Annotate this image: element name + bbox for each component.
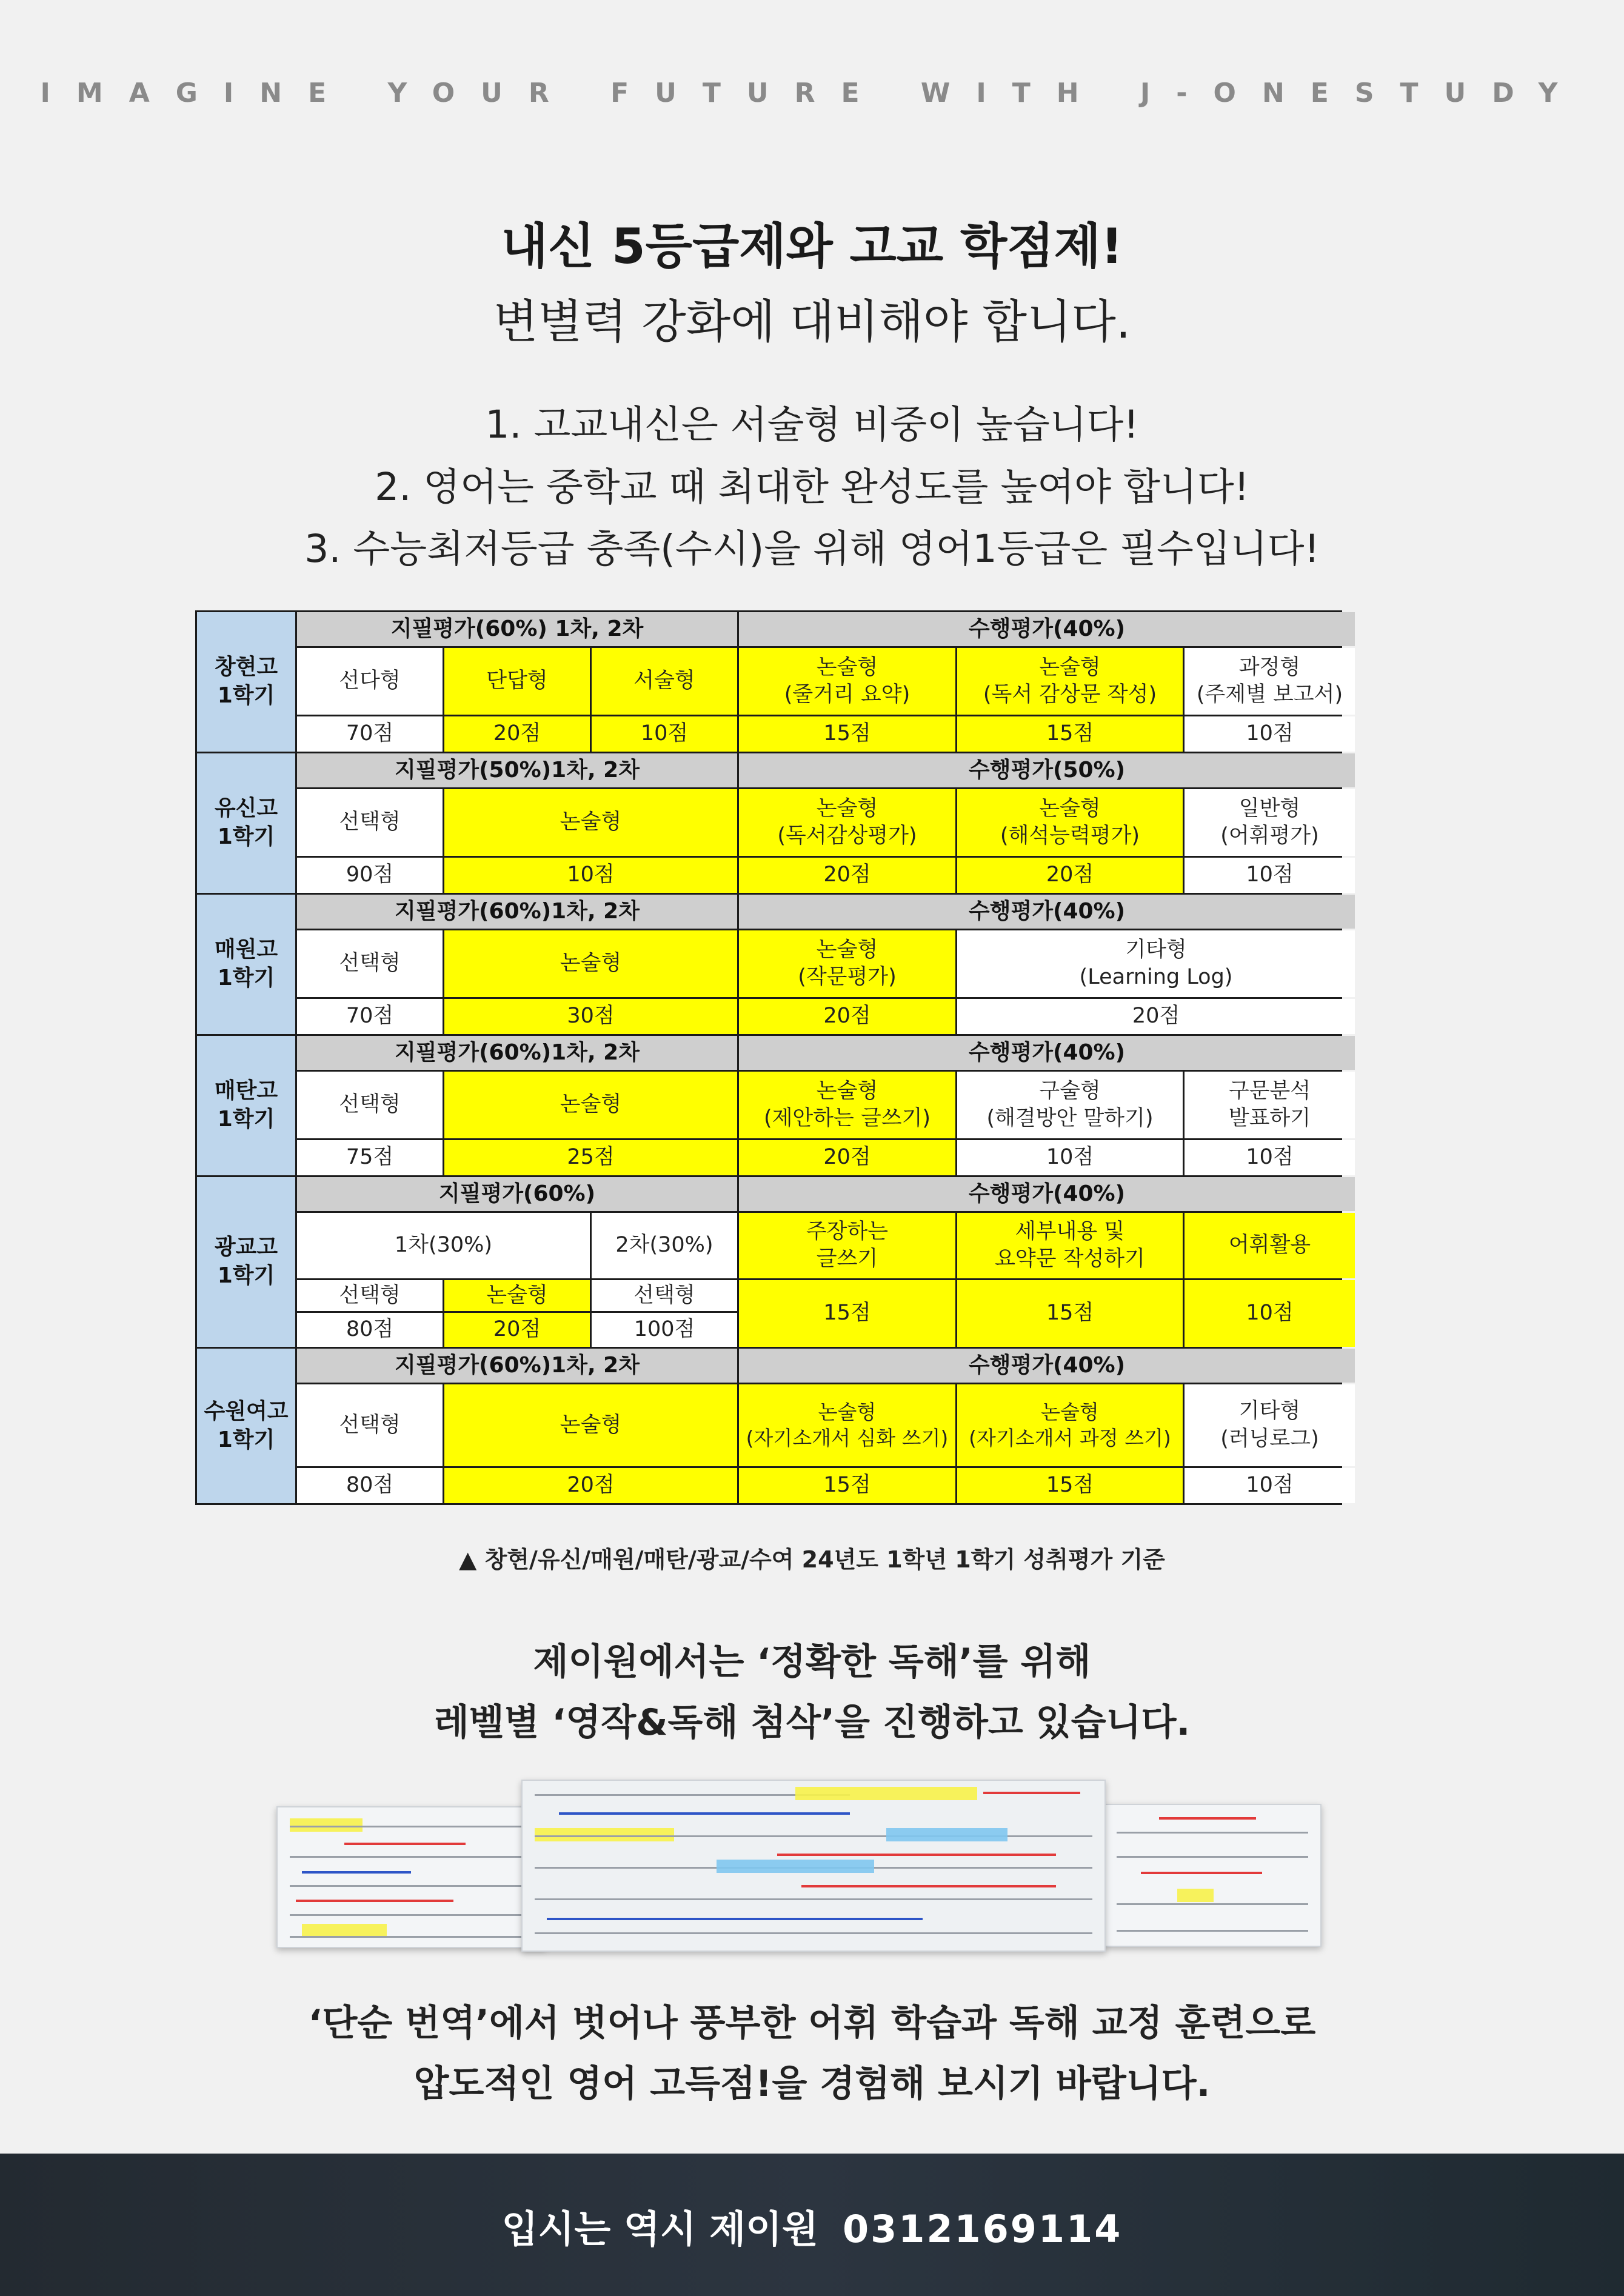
point-3: 3. 수능최저등급 충족(수시)을 위해 영어1등급은 필수입니다! [304, 527, 1320, 571]
performance-header: 수행평가(50%) [739, 753, 1355, 787]
footer-slogan: 입시는 역시 제이원 [501, 2207, 818, 2251]
score-cell: 20점 [739, 999, 955, 1034]
performance-header: 수행평가(40%) [739, 1177, 1355, 1211]
written-header: 지필평가(50%)1차, 2차 [297, 753, 737, 787]
table-caption: ▲ 창현/유신/매원/매탄/광교/수여 24년도 1학년 1학기 성취평가 기준 [459, 1546, 1165, 1573]
type-cell: 선택형 [297, 1072, 443, 1138]
second-exam-cell: 2차(30%) [592, 1213, 737, 1278]
type-cell: 선다형 [297, 648, 443, 715]
point-1: 1. 고교내신은 서술형 비중이 높습니다! [485, 402, 1139, 447]
score-cell: 90점 [297, 858, 443, 893]
correction-photos [276, 1780, 1319, 1949]
type-cell: 세부내용 및 요약문 작성하기 [957, 1213, 1183, 1278]
score-cell: 15점 [739, 716, 955, 752]
performance-header: 수행평가(40%) [739, 612, 1355, 646]
school-name: 매원고 1학기 [197, 895, 295, 1034]
type-cell: 논술형 (제안하는 글쓰기) [739, 1072, 955, 1138]
type-cell: 논술형 (줄거리 요약) [739, 648, 955, 715]
score-cell: 30점 [444, 999, 737, 1034]
bottom-line-2: 압도적인 영어 고득점!을 경험해 보시기 바랍니다. [413, 2063, 1211, 2105]
score-cell: 10점 [444, 858, 737, 893]
type-cell: 구술형 (해결방안 말하기) [957, 1072, 1183, 1138]
table-changhyun [195, 610, 1342, 753]
type-cell: 과정형 (주제별 보고서) [1185, 648, 1355, 715]
score-cell: 15점 [957, 1468, 1183, 1503]
type-cell: 어휘활용 [1185, 1213, 1355, 1278]
score-cell: 70점 [297, 999, 443, 1034]
school-name: 창현고 1학기 [197, 612, 295, 752]
written-header: 지필평가(60%)1차, 2차 [297, 1036, 737, 1070]
table-suwon-girls [195, 1349, 1342, 1505]
score-cell: 15점 [739, 1280, 955, 1347]
table-gwanggyo [195, 1177, 1342, 1349]
score-cell: 10점 [592, 716, 737, 752]
score-cell: 10점 [1185, 1280, 1355, 1347]
performance-header: 수행평가(40%) [739, 1349, 1355, 1383]
score-cell: 70점 [297, 716, 443, 752]
school-name: 광교고 1학기 [197, 1177, 295, 1347]
performance-header: 수행평가(40%) [739, 1036, 1355, 1070]
written-header: 지필평가(60%) 1차, 2차 [297, 612, 737, 646]
score-cell: 20점 [739, 1140, 955, 1175]
type-cell: 논술형 (해석능력평가) [957, 789, 1183, 856]
score-cell: 10점 [1185, 1140, 1355, 1175]
score-cell: 80점 [297, 1313, 443, 1347]
type-cell: 서술형 [592, 648, 737, 715]
score-cell: 20점 [957, 858, 1183, 893]
tagline: IMAGINE YOUR FUTURE WITH J-ONESTUDY [40, 78, 1584, 108]
photo-right [1103, 1804, 1322, 1947]
score-cell: 10점 [1185, 1468, 1355, 1503]
score-cell: 20점 [739, 858, 955, 893]
type-cell: 단답형 [444, 648, 590, 715]
grading-tables [195, 610, 1342, 1505]
type-cell: 논술형 [444, 1384, 737, 1466]
written-header: 지필평가(60%)1차, 2차 [297, 1349, 737, 1383]
score-cell: 20점 [444, 1468, 737, 1503]
type-cell: 구문분석 발표하기 [1185, 1072, 1355, 1138]
score-cell: 15점 [739, 1468, 955, 1503]
photo-left [276, 1806, 546, 1948]
score-cell: 15점 [957, 1280, 1183, 1347]
section-line-1: 제이원에서는 ‘정확한 독해’를 위해 [533, 1641, 1091, 1683]
score-cell: 75점 [297, 1140, 443, 1175]
section-line-2: 레벨별 ‘영작&독해 첨삭’을 진행하고 있습니다. [433, 1701, 1191, 1744]
score-cell: 10점 [957, 1140, 1183, 1175]
table-maewon [195, 895, 1342, 1036]
point-2: 2. 영어는 중학교 때 최대한 완성도를 높여야 합니다! [375, 465, 1249, 509]
score-cell: 20점 [444, 716, 590, 752]
type-cell: 선택형 [297, 1384, 443, 1466]
score-cell: 10점 [1185, 716, 1355, 752]
score-cell: 10점 [1185, 858, 1355, 893]
performance-header: 수행평가(40%) [739, 895, 1355, 929]
score-cell: 100점 [592, 1313, 737, 1347]
type-cell: 기타형 (러닝로그) [1185, 1384, 1355, 1466]
score-cell: 20점 [957, 999, 1355, 1034]
type-cell: 논술형 [444, 1280, 590, 1311]
type-cell: 선택형 [297, 789, 443, 856]
footer-contact [0, 2199, 1624, 2253]
type-cell: 논술형 (자기소개서 과정 쓰기) [957, 1384, 1183, 1466]
type-cell: 선택형 [297, 930, 443, 997]
type-cell: 논술형 (자기소개서 심화 쓰기) [739, 1384, 955, 1466]
type-cell: 선택형 [297, 1280, 443, 1311]
type-cell: 논술형 [444, 789, 737, 856]
written-header: 지필평가(60%) [297, 1177, 737, 1211]
type-cell: 기타형 (Learning Log) [957, 930, 1355, 997]
type-cell: 논술형 (독서감상평가) [739, 789, 955, 856]
subheadline: 변별력 강화에 대비해야 합니다. [493, 295, 1131, 349]
score-cell: 80점 [297, 1468, 443, 1503]
type-cell: 일반형 (어휘평가) [1185, 789, 1355, 856]
bottom-line-1: ‘단순 번역’에서 벗어나 풍부한 어휘 학습과 독해 교정 훈련으로 [308, 2002, 1316, 2044]
type-cell: 논술형 (독서 감상문 작성) [957, 648, 1183, 715]
footer-phone[interactable]: 0312169114 [842, 2207, 1123, 2251]
table-maetan [195, 1036, 1342, 1177]
type-cell: 선택형 [592, 1280, 737, 1311]
written-header: 지필평가(60%)1차, 2차 [297, 895, 737, 929]
type-cell: 주장하는 글쓰기 [739, 1213, 955, 1278]
score-cell: 20점 [444, 1313, 590, 1347]
first-exam-cell: 1차(30%) [297, 1213, 590, 1278]
table-yusin [195, 753, 1342, 895]
school-name: 매탄고 1학기 [197, 1036, 295, 1175]
type-cell: 논술형 [444, 1072, 737, 1138]
type-cell: 논술형 [444, 930, 737, 997]
headline: 내신 5등급제와 고교 학점제! [501, 218, 1123, 275]
school-name: 수원여고 1학기 [197, 1349, 295, 1503]
score-cell: 15점 [957, 716, 1183, 752]
school-name: 유신고 1학기 [197, 753, 295, 893]
type-cell: 논술형 (작문평가) [739, 930, 955, 997]
photo-center [521, 1780, 1106, 1952]
score-cell: 25점 [444, 1140, 737, 1175]
